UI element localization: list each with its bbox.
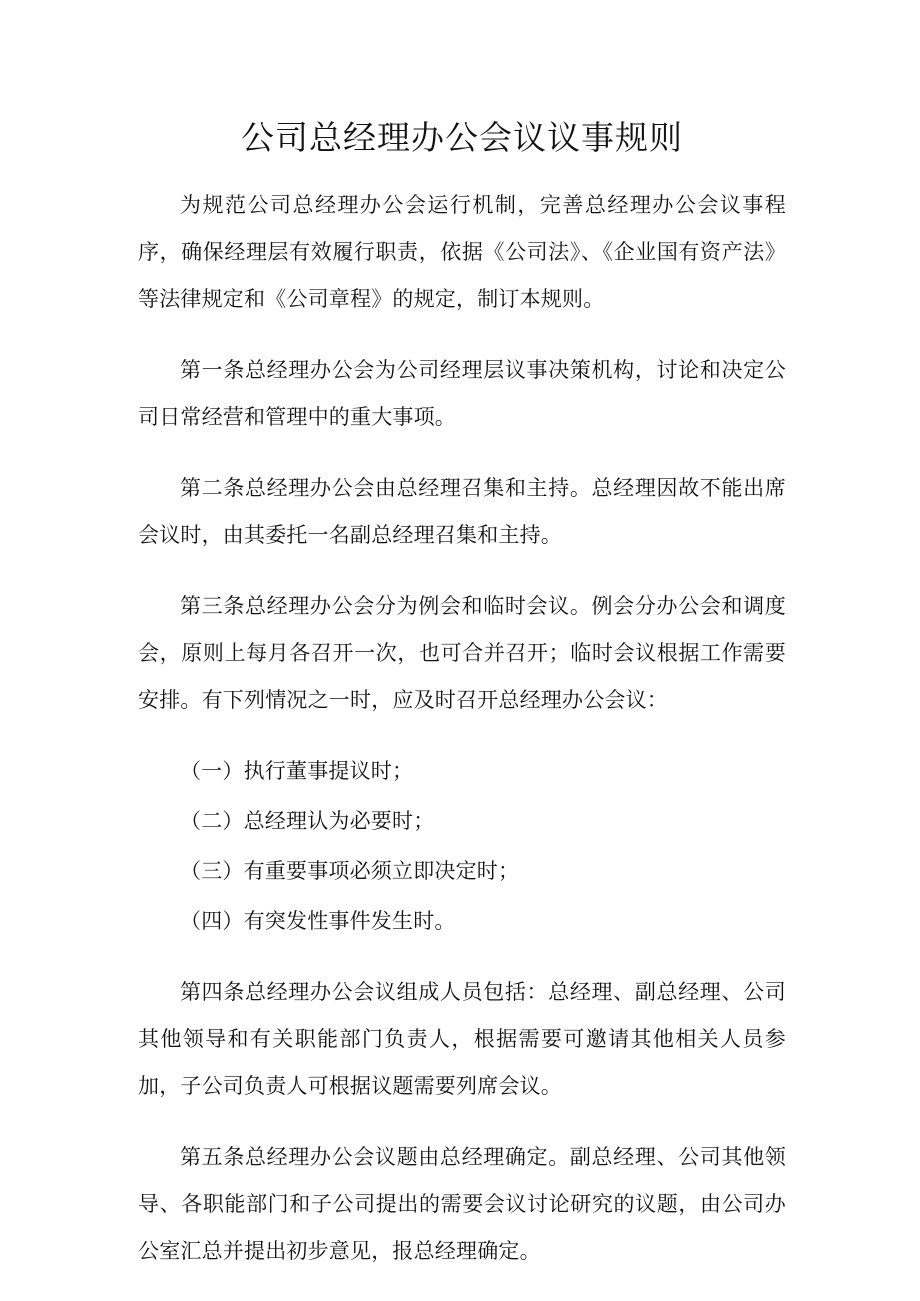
article-4: 第四条总经理办公会议组成人员包括：总经理、副总经理、公司其他领导和有关职能部门负责人，根据需要可邀请其他相关人员参加，子公司负责人可根据议题需要列席会议。 [138,980,786,1098]
intro-paragraph: 为规范公司总经理办公会运行机制，完善总经理办公会议事程序，确保经理层有效履行职责，依据《公司法》、《企业国有资产法》等法律规定和《公司章程》的规定，制订本规则。 [138,193,786,311]
list-item-1: （一）执行董事提议时； [180,759,414,783]
list-item-3: （三）有重要事项必须立即决定时； [180,859,520,883]
list-item-4: （四）有突发性事件发生时。 [180,909,456,933]
article-1: 第一条总经理办公会为公司经理层议事决策机构，讨论和决定公司日常经营和管理中的重大事项。 [138,358,786,429]
article-2: 第二条总经理办公会由总经理召集和主持。总经理因故不能出席会议时，由其委托一名副总经理召集和主持。 [138,476,786,547]
list-item-2: （二）总经理认为必要时； [180,809,435,833]
article-5: 第五条总经理办公会议题由总经理确定。副总经理、公司其他领导、各职能部门和子公司提出的需要会议讨论研究的议题，由公司办公室汇总并提出初步意见，报总经理确定。 [138,1145,786,1263]
article-3: 第三条总经理办公会分为例会和临时会议。例会分办公会和调度会，原则上每月各召开一次，也可合并召开；临时会议根据工作需要安排。有下列情况之一时，应及时召开总经理办公会议： [138,594,786,712]
document-title: 公司总经理办公会议议事规则 [241,118,683,157]
